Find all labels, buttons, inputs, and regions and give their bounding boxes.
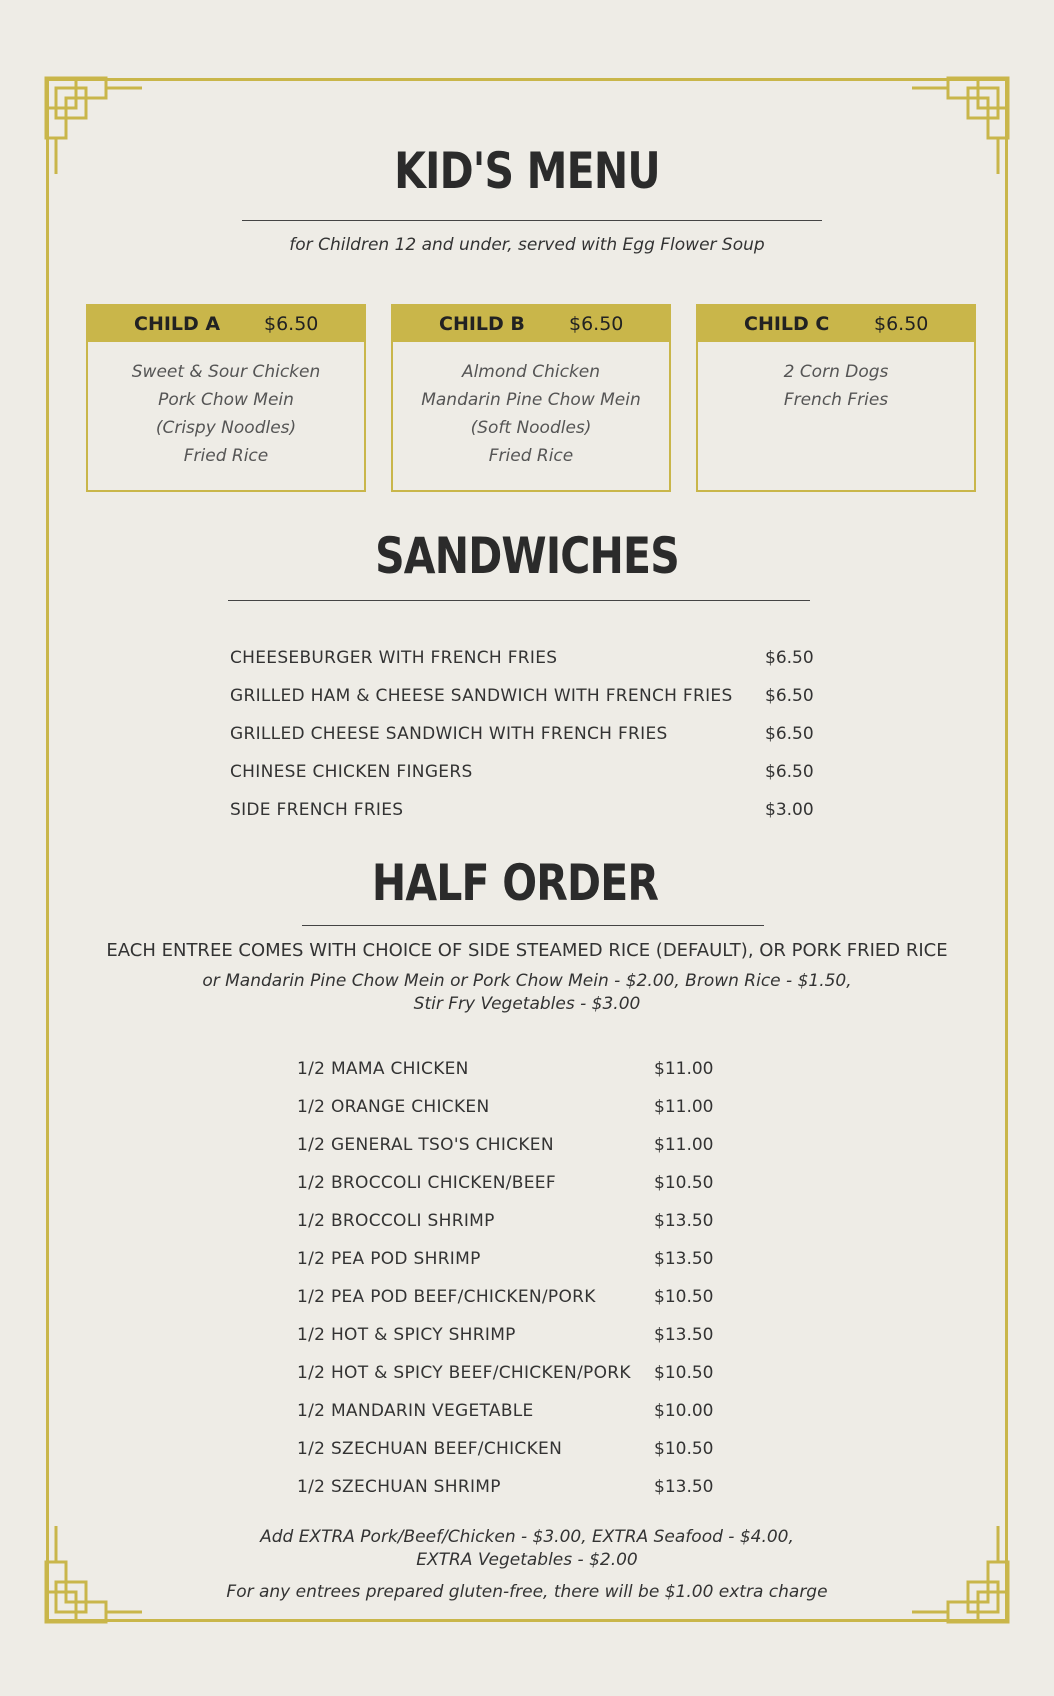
child-item: Pork Chow Mein [158,390,294,410]
child-a-name: CHILD A [134,313,221,335]
sandwich-price: $6.50 [765,648,814,668]
child-item: Mandarin Pine Chow Mein [421,390,641,410]
child-c-name: CHILD C [744,313,830,335]
half-order-price: $11.00 [654,1059,714,1079]
sandwich-name: CHEESEBURGER WITH FRENCH FRIES [230,648,558,668]
half-order-price: $11.00 [654,1135,714,1155]
sandwich-name: GRILLED CHEESE SANDWICH WITH FRENCH FRIES [230,724,668,744]
half-order-name: 1/2 HOT & SPICY SHRIMP [297,1325,516,1345]
half-order-price: $11.00 [654,1097,714,1117]
half-order-price: $10.50 [654,1287,714,1307]
child-c-box [696,304,976,492]
child-item: 2 Corn Dogs [783,362,889,382]
half-order-note-line1: or Mandarin Pine Chow Mein or Pork Chow Mein - $2.00, Brown Rice - $1.50, [202,971,852,991]
child-item: Almond Chicken [461,362,601,382]
half-order-name: 1/2 PEA POD SHRIMP [297,1249,481,1269]
child-item: Fried Rice [183,446,269,466]
child-c-items [698,342,974,414]
kids-menu-rule [242,220,822,221]
half-order-price: $10.50 [654,1173,714,1193]
half-order-price: $10.00 [654,1401,714,1421]
child-item: (Crispy Noodles) [155,418,297,438]
sandwich-price: $3.00 [765,800,814,820]
child-a-price: $6.50 [264,313,319,335]
child-item: Sweet & Sour Chicken [131,362,321,382]
half-order-name: 1/2 SZECHUAN BEEF/CHICKEN [297,1439,563,1459]
child-a-header [88,306,364,342]
child-a-items [88,342,364,470]
half-order-name: 1/2 MAMA CHICKEN [297,1059,469,1079]
half-order-price: $13.50 [654,1249,714,1269]
half-order-name: 1/2 MANDARIN VEGETABLE [297,1401,534,1421]
child-item: French Fries [783,390,889,410]
half-order-price: $10.50 [654,1363,714,1383]
half-order-rule [302,925,764,926]
extra-line1: Add EXTRA Pork/Beef/Chicken - $3.00, EXTRA Seafood - $4.00, [260,1527,794,1547]
sandwich-price: $6.50 [765,762,814,782]
sandwich-name: GRILLED HAM & CHEESE SANDWICH WITH FRENCH FRIES [230,686,733,706]
half-order-note-line2: Stir Fry Vegetables - $3.00 [413,994,641,1014]
half-order-name: 1/2 PEA POD BEEF/CHICKEN/PORK [297,1287,596,1307]
half-order-price: $13.50 [654,1211,714,1231]
child-b-header [393,306,669,342]
half-order-name: 1/2 GENERAL TSO'S CHICKEN [297,1135,554,1155]
child-item: (Soft Noodles) [470,418,592,438]
sandwich-name: SIDE FRENCH FRIES [230,800,404,820]
half-order-price: $13.50 [654,1477,714,1497]
half-order-name: 1/2 BROCCOLI SHRIMP [297,1211,495,1231]
sandwich-name: CHINESE CHICKEN FINGERS [230,762,473,782]
sandwiches-title: SANDWICHES [375,527,679,585]
child-b-items [393,342,669,470]
child-c-header [698,306,974,342]
half-order-price: $10.50 [654,1439,714,1459]
extra-line2: EXTRA Vegetables - $2.00 [416,1550,638,1570]
sandwiches-rule [228,600,810,601]
half-order-name: 1/2 ORANGE CHICKEN [297,1097,490,1117]
half-order-title: HALF ORDER [371,854,659,912]
half-order-note: EACH ENTREE COMES WITH CHOICE OF SIDE STEAMED RICE (DEFAULT), OR PORK FRIED RICE [106,940,948,961]
kids-menu-title: KID'S MENU [394,142,660,200]
gluten-free-note: For any entrees prepared gluten-free, there will be $1.00 extra charge [226,1582,828,1602]
child-b-box [391,304,671,492]
child-b-price: $6.50 [569,313,624,335]
child-c-price: $6.50 [874,313,929,335]
sandwich-price: $6.50 [765,724,814,744]
kids-menu-subtitle: for Children 12 and under, served with Egg Flower Soup [289,235,765,255]
child-b-name: CHILD B [439,313,525,335]
child-item: Fried Rice [488,446,574,466]
sandwich-price: $6.50 [765,686,814,706]
half-order-name: 1/2 HOT & SPICY BEEF/CHICKEN/PORK [297,1363,631,1383]
half-order-price: $13.50 [654,1325,714,1345]
half-order-name: 1/2 BROCCOLI CHICKEN/BEEF [297,1173,556,1193]
child-a-box [86,304,366,492]
half-order-name: 1/2 SZECHUAN SHRIMP [297,1477,501,1497]
